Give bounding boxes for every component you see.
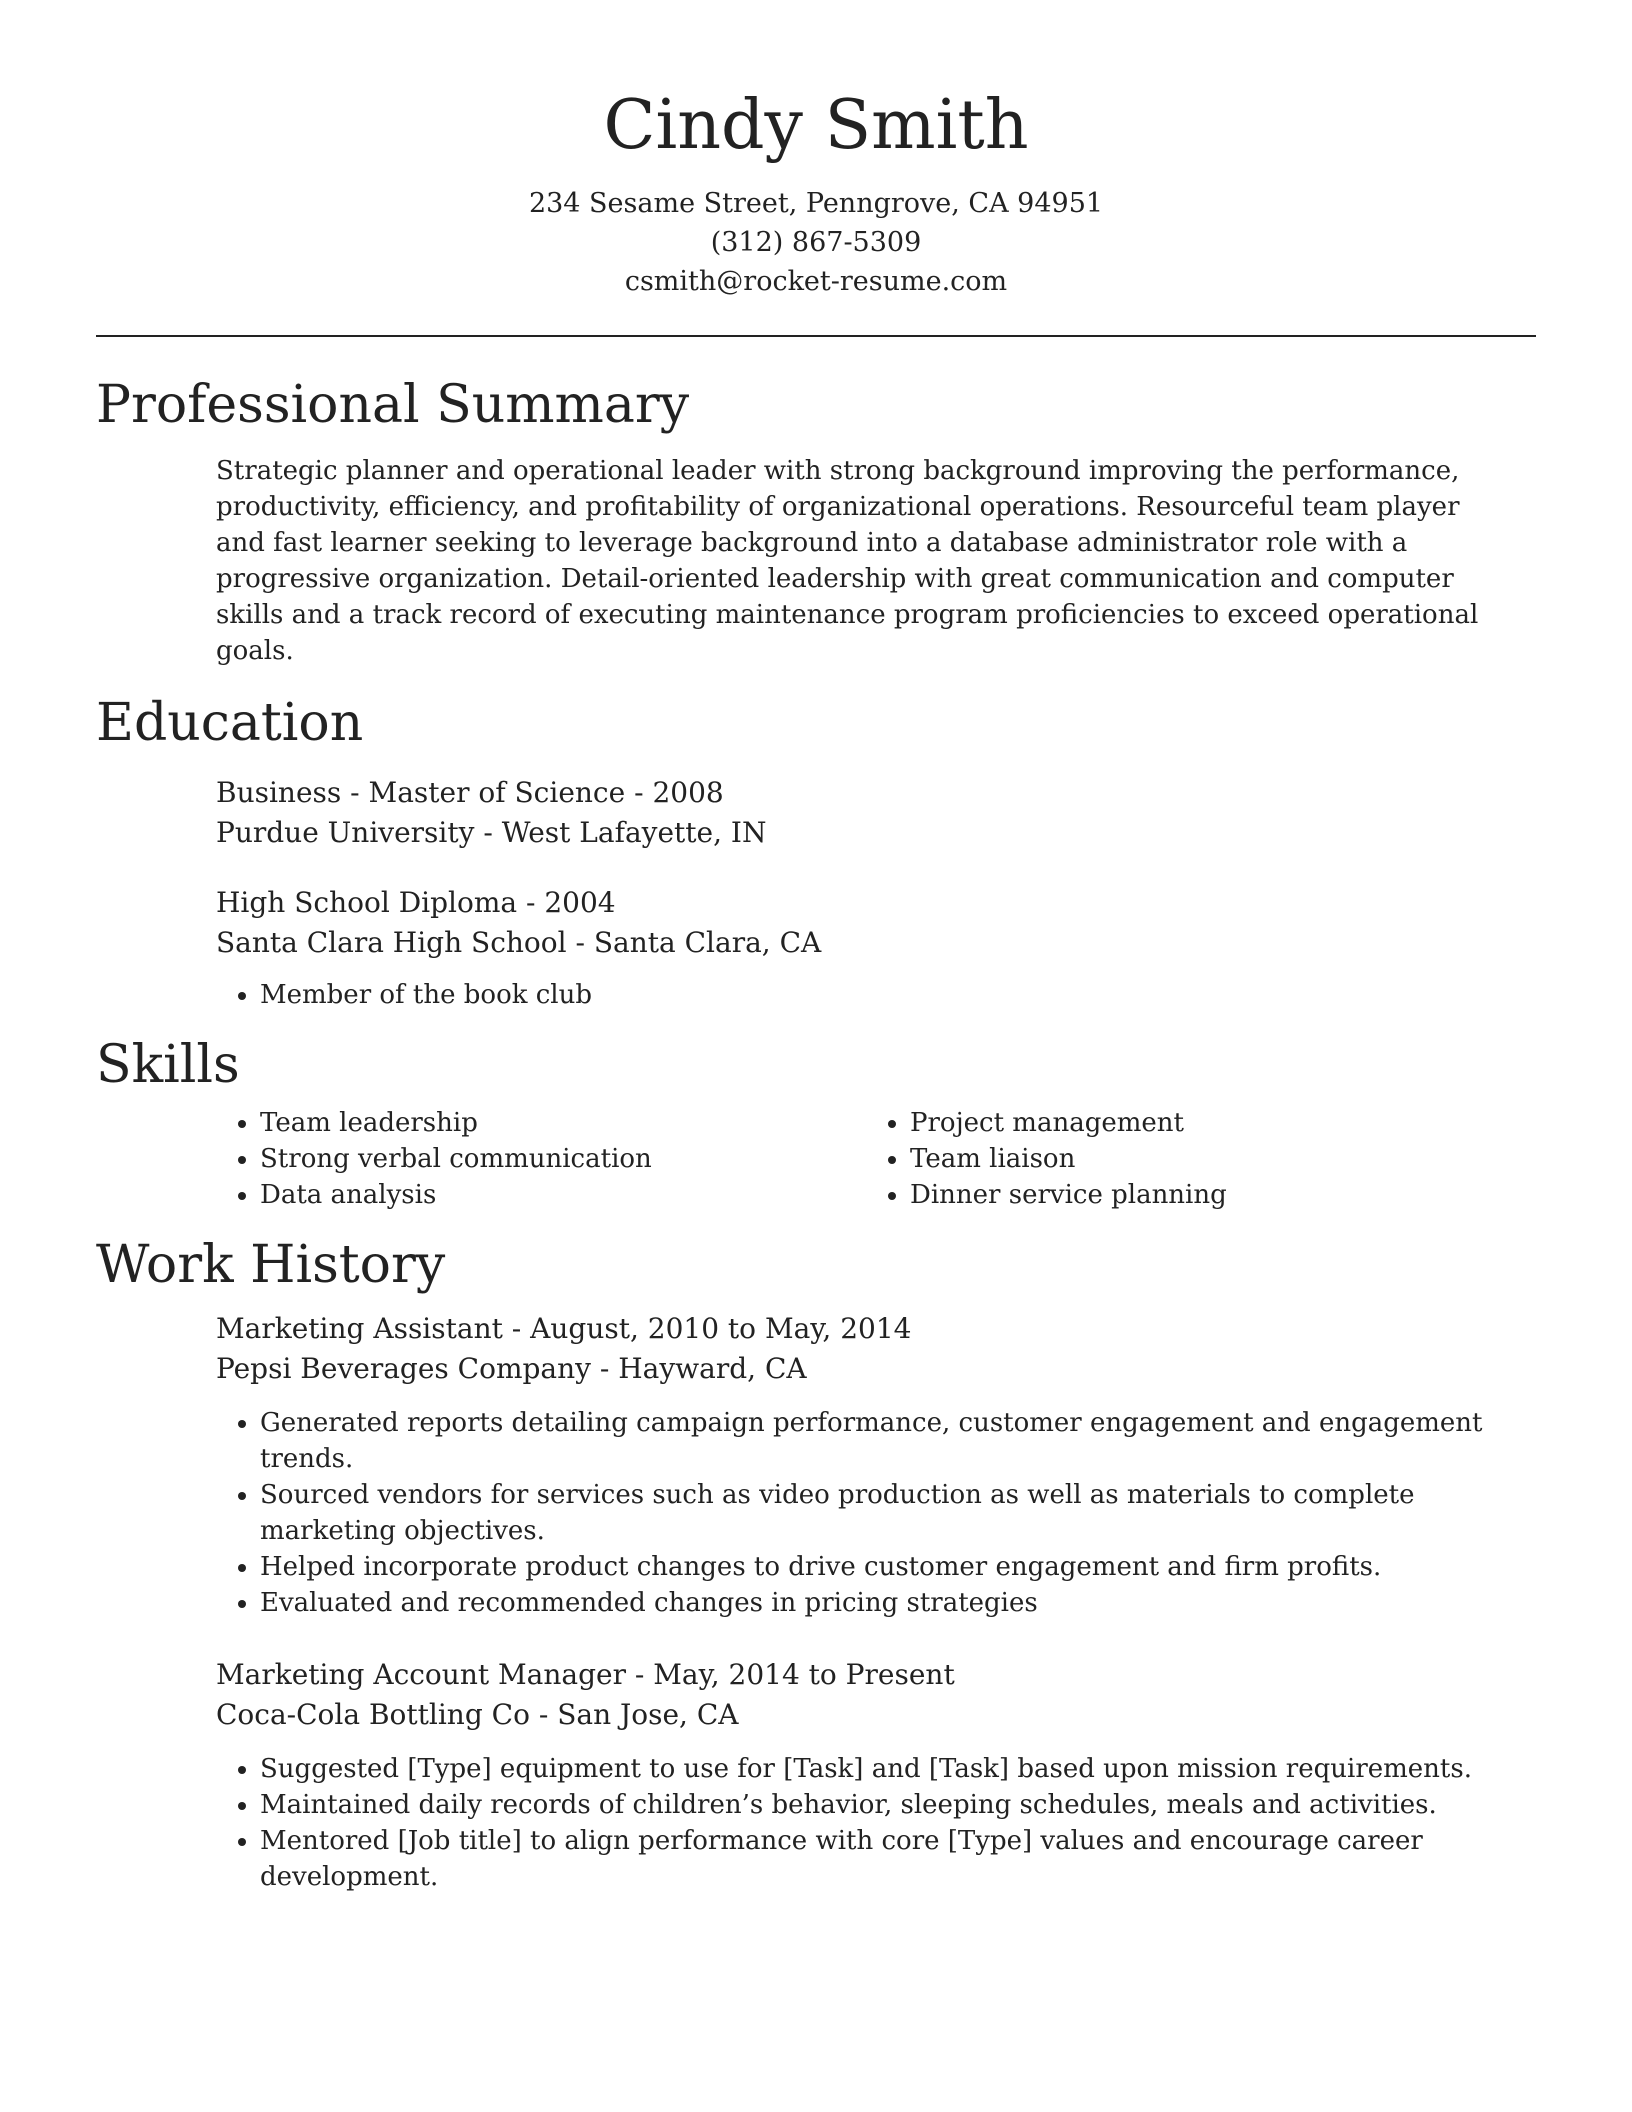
job-title: Marketing Account Manager — [216, 1658, 626, 1691]
summary-section — [96, 373, 1536, 669]
summary-text: Strategic planner and operational leader with strong background improving the performance, productivity, efficiency, and profitability of organizational operations. Resourceful team player and fast learner seeking to leverage background into a database administrator role with a progressive organization. Detail-oriented leadership with great communication and computer skills and a track record of executing maintenance program proficiencies to exceed operational goals. — [216, 456, 1479, 666]
job-title: Marketing Assistant — [216, 1312, 503, 1345]
job-title-line — [216, 1309, 1536, 1349]
job-title-line — [216, 1655, 1536, 1695]
list-item: • Member of the book club — [260, 977, 1536, 1013]
company-name: Pepsi Beverages Company — [216, 1352, 591, 1385]
email: csmith@rocket-resume.com — [624, 266, 1008, 297]
list-item: • Suggested [Type] equipment to use for [Task] and [Task] based upon mission requirements. — [260, 1751, 1496, 1787]
list-item: • Sourced vendors for services such as video production as well as materials to complete marketing objectives. — [260, 1477, 1496, 1549]
education-bullets — [216, 977, 1536, 1013]
school-location: Santa Clara, CA — [593, 926, 822, 959]
degree: Business - Master of Science — [216, 776, 626, 809]
school-name: Santa Clara High School — [216, 926, 567, 959]
separator: - — [529, 1698, 558, 1731]
school-line — [216, 923, 1536, 963]
list-item: • Generated reports detailing campaign performance, customer engagement and engagement trends. — [260, 1405, 1496, 1477]
education-entry — [216, 773, 1536, 853]
skill-item: • Dinner service planning — [910, 1177, 1516, 1213]
list-item: • Maintained daily records of children’s behavior, sleeping schedules, meals and activities. — [260, 1787, 1496, 1823]
job-dates: August, 2010 to May, 2014 — [530, 1312, 912, 1345]
education-section — [96, 691, 1536, 1013]
separator: - — [502, 1312, 531, 1345]
job-entry — [216, 1655, 1536, 1895]
skill-item: • Team liaison — [910, 1141, 1516, 1177]
separator: - — [474, 816, 502, 849]
skills-grid — [216, 1105, 1536, 1213]
list-item: • Helped incorporate product changes to drive customer engagement and firm profits. — [260, 1549, 1496, 1585]
header-divider — [96, 335, 1536, 337]
separator: - — [566, 926, 594, 959]
company-line — [216, 1695, 1536, 1735]
skill-item: • Team leadership — [260, 1105, 866, 1141]
skill-item: • Project management — [910, 1105, 1516, 1141]
resume-header — [96, 0, 1536, 301]
school-location: West Lafayette, IN — [501, 816, 767, 849]
job-dates: May, 2014 to Present — [653, 1658, 955, 1691]
company-location: Hayward, CA — [618, 1352, 807, 1385]
degree-line — [216, 883, 1536, 923]
separator: - — [590, 1352, 619, 1385]
phone: (312) 867-5309 — [710, 227, 922, 258]
skills-column-left — [216, 1105, 866, 1213]
separator: - — [625, 1658, 654, 1691]
list-item: • Mentored [Job title] to align performance with core [Type] values and encourage career development. — [260, 1823, 1496, 1895]
skills-column-right — [866, 1105, 1516, 1213]
company-name: Coca-Cola Bottling Co — [216, 1698, 530, 1731]
graduation-year: 2004 — [544, 886, 616, 919]
job-entry — [216, 1309, 1536, 1621]
school-line — [216, 813, 1536, 853]
company-location: San Jose, CA — [557, 1698, 739, 1731]
school-name: Purdue University — [216, 816, 475, 849]
summary-heading: Professional Summary — [96, 375, 690, 435]
address: 234 Sesame Street, Penngrove, CA 94951 — [528, 188, 1104, 219]
degree: High School Diploma — [216, 886, 518, 919]
skills-list-right — [866, 1105, 1516, 1213]
separator: - — [625, 776, 653, 809]
education-heading: Education — [96, 693, 364, 753]
graduation-year: 2008 — [652, 776, 724, 809]
separator: - — [517, 886, 545, 919]
degree-line — [216, 773, 1536, 813]
work-history-heading: Work History — [96, 1235, 446, 1295]
company-line — [216, 1349, 1536, 1389]
list-item: • Evaluated and recommended changes in pricing strategies — [260, 1585, 1496, 1621]
candidate-name: Cindy Smith — [603, 86, 1029, 165]
skills-list-left — [216, 1105, 866, 1213]
skills-section — [96, 1033, 1536, 1213]
skill-item: • Strong verbal communication — [260, 1141, 866, 1177]
job-bullets — [216, 1751, 1536, 1895]
education-entry — [216, 883, 1536, 1013]
work-history-section — [96, 1233, 1536, 1895]
skill-item: • Data analysis — [260, 1177, 866, 1213]
job-bullets — [216, 1405, 1536, 1621]
skills-heading: Skills — [96, 1035, 240, 1095]
